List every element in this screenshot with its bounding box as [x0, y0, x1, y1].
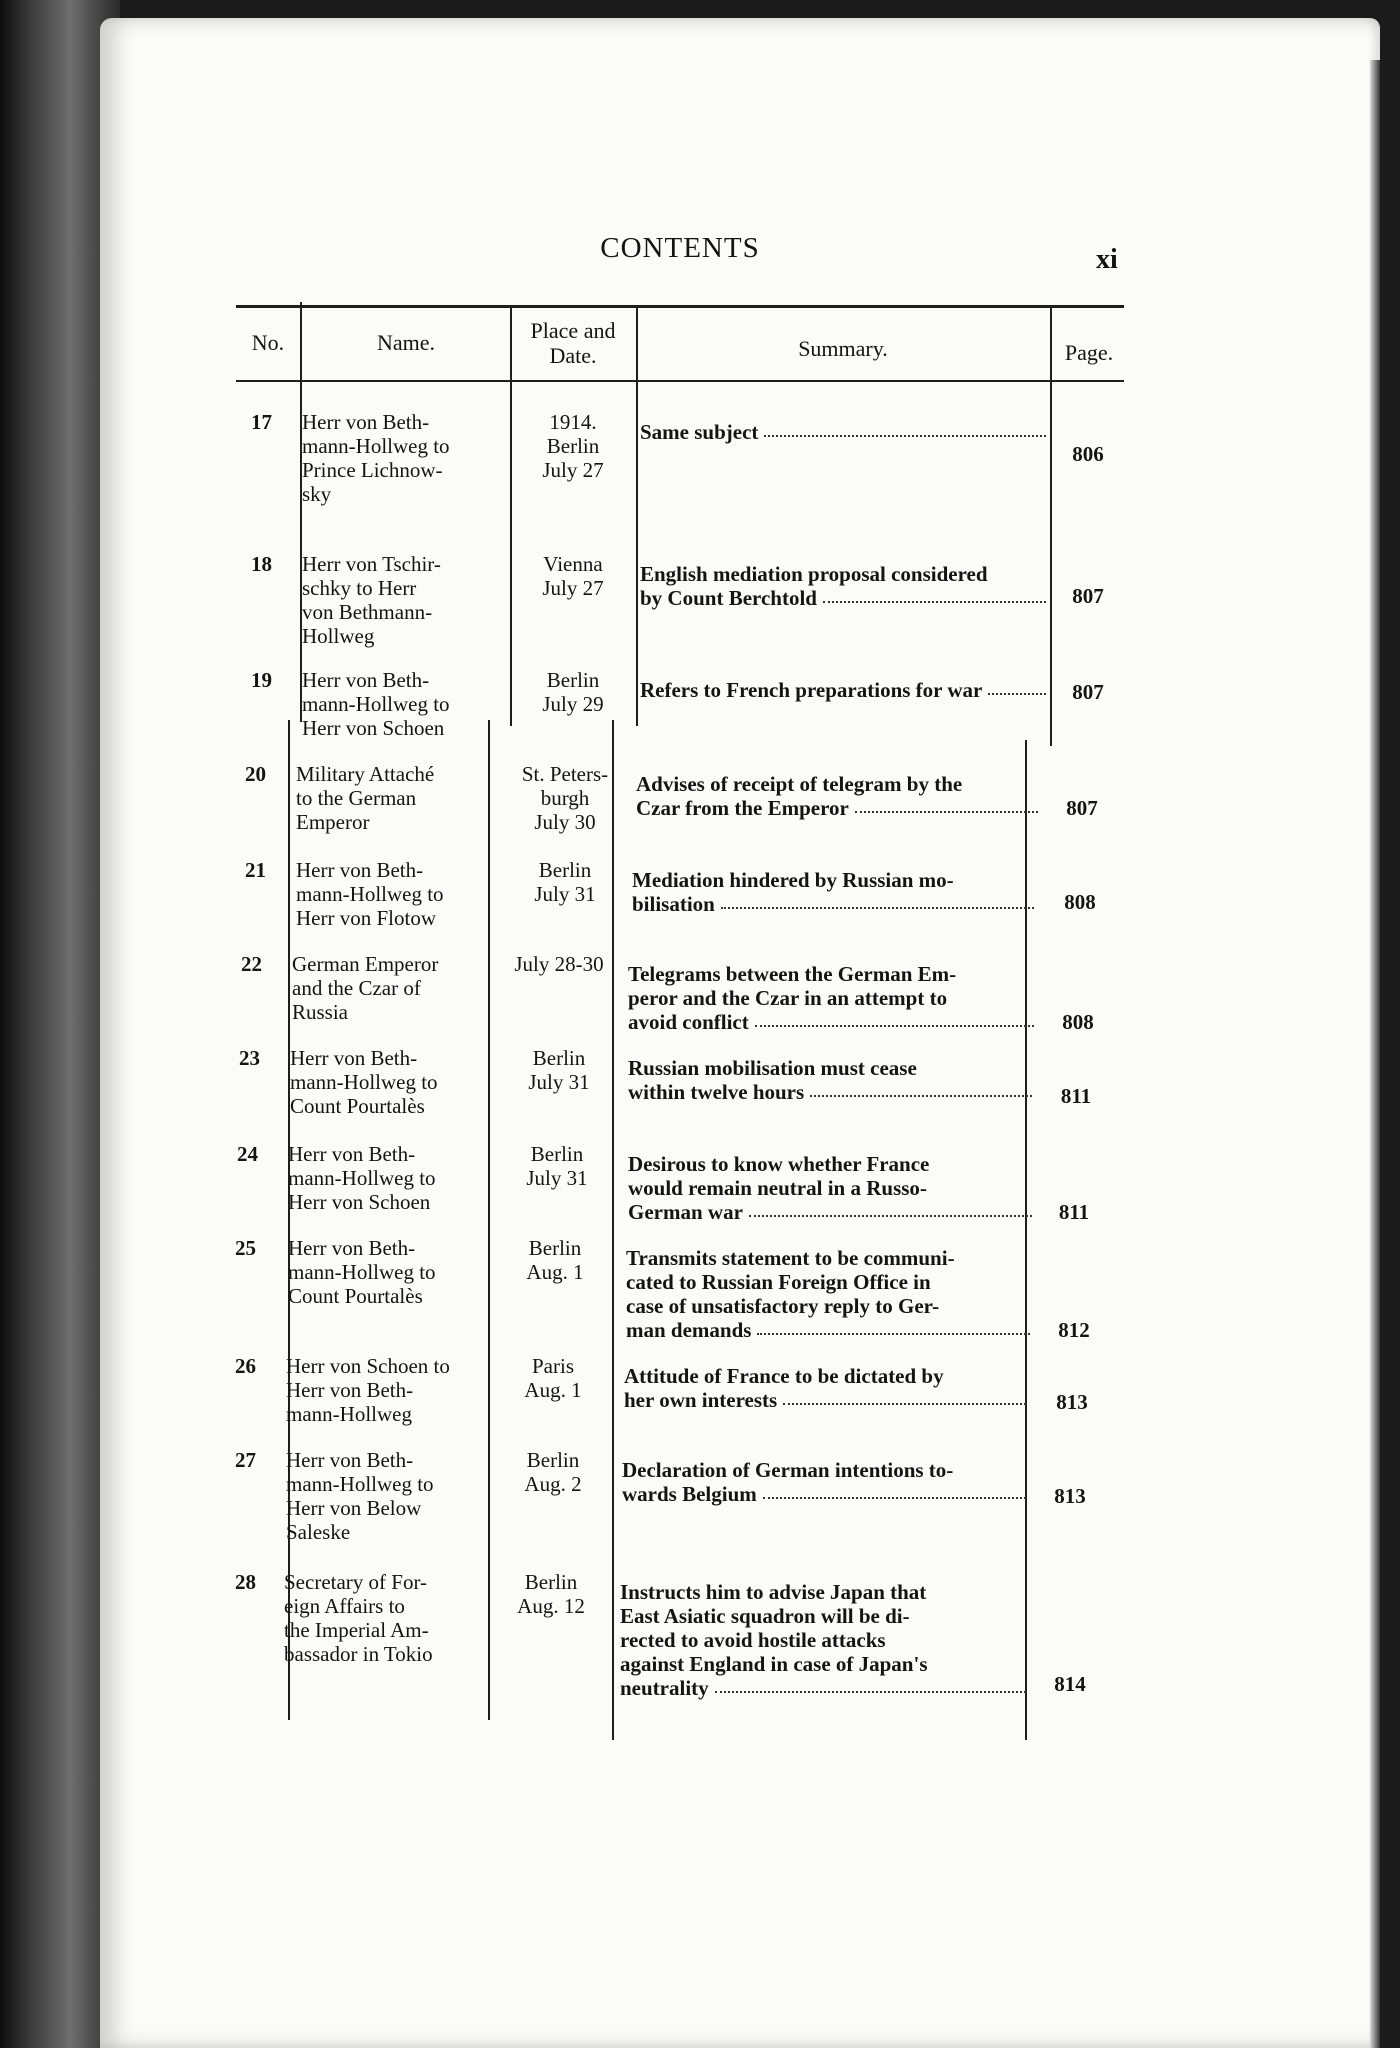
entry-summary-last-line: [640, 586, 1046, 610]
entry-summary-last-line: [620, 1676, 1026, 1700]
header-place-line: Date.: [549, 343, 597, 368]
entry-name-line: Herr von Schoen: [302, 716, 445, 740]
entry-summary-line: English mediation proposal considered: [640, 562, 988, 586]
entry-page-number: 811: [1060, 1084, 1092, 1108]
entry-summary-line: Advises of receipt of telegram by the: [636, 772, 963, 796]
entry-place-line: July 31: [526, 1166, 588, 1190]
entry-page-number: 811: [1058, 1200, 1090, 1224]
page-folio: xi: [1096, 244, 1118, 275]
leader-dots: [823, 586, 1046, 603]
entry-place-line: Aug. 12: [517, 1594, 585, 1618]
table-header-rule: [236, 380, 1124, 382]
leader-dots: [764, 420, 1046, 437]
entry-summary-line: man demands: [626, 1318, 752, 1342]
entry-number: 25: [235, 1236, 256, 1260]
entry-name-line: Emperor: [296, 810, 370, 834]
entry-name-line: bassador in Tokio: [284, 1642, 433, 1666]
entry-place-date: [494, 1448, 612, 1496]
entry-name-line: Herr von Schoen: [288, 1190, 431, 1214]
leader-dots: [757, 1318, 1030, 1335]
entry-number: 21: [245, 858, 266, 882]
entry-name-line: mann-Hollweg to: [302, 692, 450, 716]
entry-summary-line: against England in case of Japan's: [620, 1652, 928, 1676]
entry-summary-line: wards Belgium: [622, 1482, 757, 1506]
column-divider-summary: [636, 306, 638, 726]
entry-name: [284, 1570, 480, 1666]
entry-summary-last-line: [622, 1482, 1026, 1506]
entry-page-number: 814: [1054, 1672, 1086, 1696]
entry-summary: [640, 678, 1046, 702]
entry-place-line: July 31: [534, 882, 596, 906]
entry-name: [292, 952, 488, 1024]
entry-name-line: Russia: [292, 1000, 349, 1024]
entry-summary-last-line: [626, 1318, 1030, 1342]
entry-place-date: [494, 1354, 612, 1402]
entry-summary-line: Russian mobilisation must cease: [628, 1056, 917, 1080]
leader-dots: [755, 1010, 1034, 1027]
entry-name: [302, 410, 498, 506]
entry-summary: [620, 1580, 1026, 1700]
entry-name-line: mann-Hollweg to: [296, 882, 444, 906]
entry-place-line: Paris: [532, 1354, 574, 1378]
leader-dots: [715, 1676, 1026, 1693]
header-page: Page.: [1064, 340, 1114, 365]
entry-summary: [636, 772, 1038, 820]
entry-place-date: [500, 1046, 618, 1094]
entry-summary-line: rected to avoid hostile attacks: [620, 1628, 886, 1652]
entry-place-date: [496, 1236, 614, 1284]
entry-place-line: Aug. 1: [526, 1260, 584, 1284]
entry-page-number: 813: [1054, 1484, 1086, 1508]
entry-summary: [632, 868, 1034, 916]
entry-number: 20: [245, 762, 266, 786]
entry-place-date: [514, 668, 632, 716]
entry-page-number: 808: [1062, 1010, 1094, 1034]
entry-page-number: 808: [1064, 890, 1096, 914]
entry-summary-line: Refers to French preparations for war: [640, 678, 983, 702]
entry-summary-line: German war: [628, 1200, 743, 1224]
entry-summary-line: case of unsatisfactory reply to Ger-: [626, 1294, 940, 1318]
entry-number: 27: [235, 1448, 256, 1472]
entry-place-line: July 27: [542, 458, 604, 482]
entry-name-line: mann-Hollweg to: [302, 434, 450, 458]
leader-dots: [749, 1200, 1032, 1217]
entry-name-line: mann-Hollweg to: [290, 1070, 438, 1094]
entry-summary: [622, 1458, 1026, 1506]
entry-number: 26: [235, 1354, 256, 1378]
entry-summary-line: Instructs him to advise Japan that: [620, 1580, 927, 1604]
entry-name: [288, 1142, 484, 1214]
entry-page-number: 807: [1072, 584, 1104, 608]
entry-name-line: Herr von Beth-: [288, 1142, 416, 1166]
entry-page-number: 807: [1066, 796, 1098, 820]
entry-summary-last-line: [640, 420, 1046, 444]
entry-name-line: Herr von Below: [286, 1496, 422, 1520]
entry-number: 22: [241, 952, 262, 976]
entry-place-line: Berlin: [530, 1142, 584, 1166]
entry-place-line: July 27: [542, 576, 604, 600]
entry-name-line: and the Czar of: [292, 976, 421, 1000]
entry-name-line: Herr von Schoen to: [286, 1354, 450, 1378]
entry-name: [296, 762, 492, 834]
entry-name-line: mann-Hollweg: [286, 1402, 412, 1426]
entry-name: [296, 858, 492, 930]
entry-number: 23: [239, 1046, 260, 1070]
entry-summary-line: neutrality: [620, 1676, 709, 1700]
entry-place-line: Berlin: [526, 1448, 580, 1472]
entry-name-line: to the German: [296, 786, 417, 810]
entry-summary-line: by Count Berchtold: [640, 586, 817, 610]
leader-dots: [988, 678, 1046, 695]
entry-summary-last-line: [640, 678, 1046, 702]
entry-number: 18: [251, 552, 272, 576]
entry-summary: [628, 962, 1034, 1034]
entry-name-line: Count Pourtalès: [290, 1094, 425, 1118]
entry-place-line: St. Peters-: [521, 762, 609, 786]
entry-summary-line: Desirous to know whether France: [628, 1152, 930, 1176]
entry-name-line: Count Pourtalès: [288, 1284, 423, 1308]
entry-name-line: Prince Lichnow-: [302, 458, 443, 482]
leader-dots: [855, 796, 1038, 813]
entry-name-line: Saleske: [286, 1520, 351, 1544]
entry-place-line: Berlin: [538, 858, 592, 882]
entry-name: [288, 1236, 484, 1308]
entry-name-line: schky to Herr: [302, 576, 417, 600]
entry-page-number: 806: [1072, 442, 1104, 466]
entry-place-line: Berlin: [546, 668, 600, 692]
entry-summary-last-line: [636, 796, 1038, 820]
entry-name: [302, 668, 498, 740]
entry-summary-line: Transmits statement to be communi-: [626, 1246, 955, 1270]
entry-summary: [626, 1246, 1030, 1342]
entry-page-number: 812: [1058, 1318, 1090, 1342]
entry-place-line: July 31: [528, 1070, 590, 1094]
header-place: [514, 318, 632, 368]
entry-place-line: July 29: [542, 692, 604, 716]
entry-name-line: Herr von Beth-: [290, 1046, 418, 1070]
entry-name-line: Herr von Beth-: [302, 668, 430, 692]
entry-summary: [640, 420, 1046, 444]
entry-name: [302, 552, 498, 648]
entry-summary-line: her own interests: [624, 1388, 778, 1412]
entry-summary-last-line: [632, 892, 1034, 916]
entry-summary: [628, 1152, 1032, 1224]
entry-summary-line: Attitude of France to be dictated by: [624, 1364, 944, 1388]
entry-name: [290, 1046, 486, 1118]
entry-name-line: von Bethmann-: [302, 600, 433, 624]
column-divider-no: [300, 302, 302, 722]
entry-place-line: Vienna: [543, 552, 603, 576]
entry-place-line: Aug. 2: [524, 1472, 582, 1496]
header-summary: Summary.: [798, 336, 888, 361]
leader-dots: [721, 892, 1034, 909]
leader-dots: [783, 1388, 1026, 1405]
entry-place-date: [506, 762, 624, 834]
table-top-rule: [236, 305, 1124, 308]
entry-place-line: Berlin: [528, 1236, 582, 1260]
entry-name-line: Herr von Beth-: [286, 1378, 414, 1402]
entry-summary-line: would remain neutral in a Russo-: [628, 1176, 927, 1200]
entry-summary-line: Czar from the Emperor: [636, 796, 849, 820]
entry-place-date: [514, 410, 632, 482]
entry-place-line: 1914.: [549, 410, 597, 434]
column-divider-page: [1050, 306, 1052, 746]
entry-place-date: [500, 952, 618, 976]
header-no: No.: [251, 330, 285, 355]
entry-place-date: [506, 858, 624, 906]
column-divider-place: [510, 306, 512, 726]
page-edge: [1370, 60, 1380, 2048]
entry-number: 24: [237, 1142, 258, 1166]
entry-page-number: 807: [1072, 680, 1104, 704]
entry-name-line: the Imperial Am-: [284, 1618, 429, 1642]
entry-summary-last-line: [628, 1010, 1034, 1034]
entry-summary: [640, 562, 1046, 610]
entry-name-line: Secretary of For-: [284, 1570, 428, 1594]
entry-summary: [624, 1364, 1026, 1412]
entry-summary-last-line: [628, 1200, 1032, 1224]
entry-place-line: Berlin: [532, 1046, 586, 1070]
entry-place-date: [498, 1142, 616, 1190]
entry-name-line: Hollweg: [302, 624, 375, 648]
entry-summary-line: Same subject: [640, 420, 759, 444]
entry-name-line: eign Affairs to: [284, 1594, 405, 1618]
entry-name-line: sky: [302, 482, 332, 506]
entry-name-line: Herr von Tschir-: [302, 552, 441, 576]
leader-dots: [763, 1482, 1026, 1499]
entry-name-line: mann-Hollweg to: [288, 1260, 436, 1284]
entry-name-line: mann-Hollweg to: [288, 1166, 436, 1190]
entry-name: [286, 1448, 482, 1544]
entry-summary-last-line: [628, 1080, 1032, 1104]
entry-name-line: Military Attaché: [296, 762, 435, 786]
entry-place-line: burgh: [540, 786, 590, 810]
header-name: Name.: [376, 330, 436, 355]
entry-place-line: Berlin: [546, 434, 600, 458]
entry-name-line: Herr von Beth-: [296, 858, 424, 882]
page-title: CONTENTS: [600, 232, 760, 264]
entry-name-line: Herr von Flotow: [296, 906, 436, 930]
entry-number: 28: [235, 1570, 256, 1594]
entry-summary: [628, 1056, 1032, 1104]
entry-name-line: mann-Hollweg to: [286, 1472, 434, 1496]
entry-place-line: July 30: [534, 810, 596, 834]
leader-dots: [810, 1080, 1032, 1097]
entry-summary-line: peror and the Czar in an attempt to: [628, 986, 948, 1010]
entry-place-line: Berlin: [524, 1570, 578, 1594]
entry-summary-line: within twelve hours: [628, 1080, 805, 1104]
entry-summary-line: avoid conflict: [628, 1010, 749, 1034]
entry-name: [286, 1354, 482, 1426]
entry-place-date: [492, 1570, 610, 1618]
entry-name-line: Herr von Beth-: [288, 1236, 416, 1260]
entry-summary-last-line: [624, 1388, 1026, 1412]
entry-place-date: [514, 552, 632, 600]
entry-summary-line: Telegrams between the German Em-: [628, 962, 957, 986]
entry-summary-line: Mediation hindered by Russian mo-: [632, 868, 954, 892]
entry-summary-line: cated to Russian Foreign Office in: [626, 1270, 931, 1294]
entry-place-line: July 28-30: [514, 952, 604, 976]
entry-place-line: Aug. 1: [524, 1378, 582, 1402]
entry-name-line: German Emperor: [292, 952, 439, 976]
entry-number: 17: [251, 410, 272, 434]
entry-name-line: Herr von Beth-: [302, 410, 430, 434]
entry-summary-line: bilisation: [632, 892, 715, 916]
entry-summary-line: East Asiatic squadron will be di-: [620, 1604, 910, 1628]
header-place-line: Place and: [530, 318, 616, 343]
entry-summary-line: Declaration of German intentions to-: [622, 1458, 954, 1482]
entry-page-number: 813: [1056, 1390, 1088, 1414]
entry-number: 19: [251, 668, 272, 692]
entry-name-line: Herr von Beth-: [286, 1448, 414, 1472]
